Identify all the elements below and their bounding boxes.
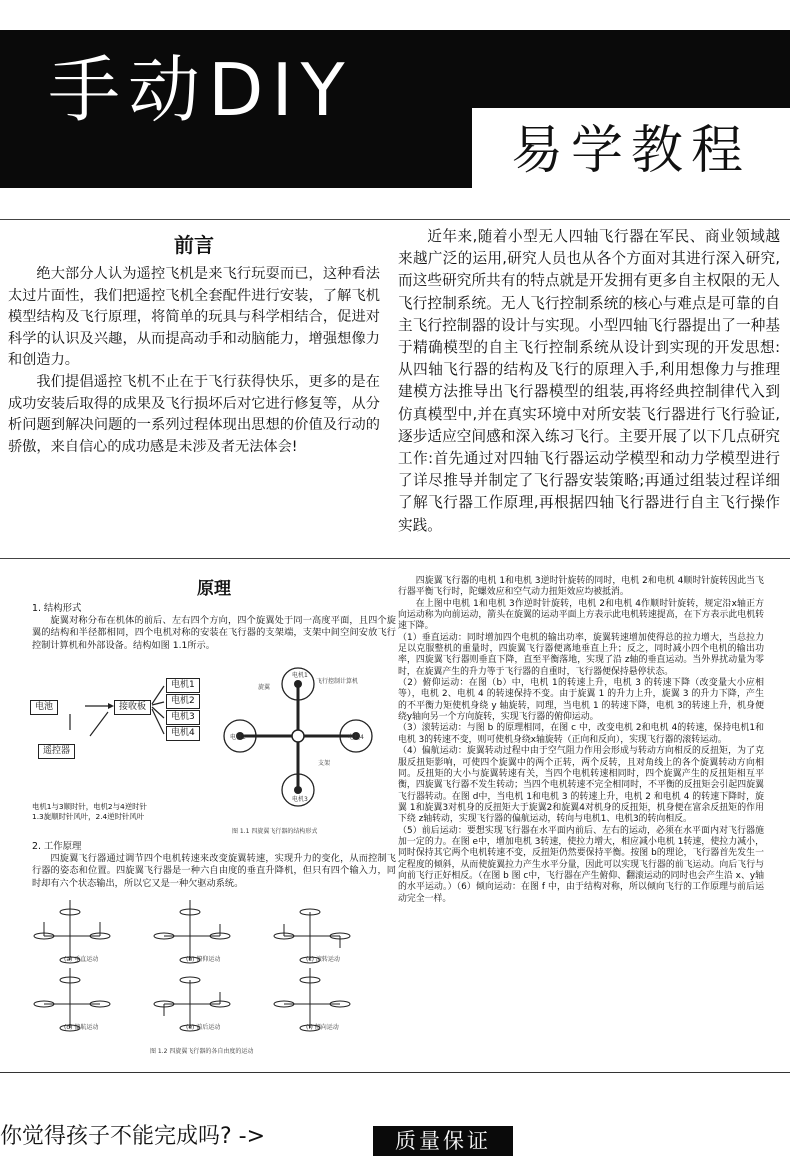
label-flight-computer: 飞行控制计算机 bbox=[316, 678, 359, 685]
principle-pitch-motion: （2）俯仰运动：在图（b）中，电机 1的转速上升，电机 3 的转速下降（改变量大小应相等），电机 2、电机 4 的转速保持不变。由于旋翼 1 的升力上升，旋翼 3 的升力下降，产生的不平衡力矩使机身绕 y 轴旋转，同理，当电机 1 的转速下降，电机 3的转速上升，机身便绕y轴向另一个方向旋转，实现飞行器的俯仰运动。 bbox=[398, 678, 764, 723]
principle-right-column bbox=[398, 576, 764, 905]
preface-intro-paragraph: 近年来,随着小型无人四轴飞行器在军民、商业领域越来越广泛的运用,研究人员也从各个方面对其进行深入研究,而这些研究所共有的特点就是开发拥有更多自主权限的无人飞行控制系统。无人飞行控制系统的核心与难点是可靠的自主飞行控制器的设计与实现。小型四轴飞行器提出了一种基于精确模型的自主飞行控制系统从设计到实现的开发思想:从四轴飞行器的结构及飞行的原理入手,利用想像力与推理建模方法推导出飞行器模型的组装,再将经典控制律代入到仿真模型中,并在真实环境中对所安装飞行器进行飞行验证,逐步适应空间感和深入练习飞行。主要开展了以下几点研究工作:首先通过对四轴飞行器运动学模型和动力学模型进行了详尽推导并制定了飞行器安装策略;再通过组装过程详细了解飞行器工作原理,再根据四轴飞行器进行自主飞行操作实践。 bbox=[398, 228, 780, 534]
principle-roll-motion: （3）滚转运动：与图 b 的原理相同，在图 c 中，改变电机 2和电机 4的转速，保持电机1和电机 3的转速不变，则可使机身绕x轴旋转（正向和反向），实现飞行器的滚转运动。 bbox=[398, 723, 764, 745]
principle-section bbox=[0, 560, 790, 1072]
preface-paragraph-1: 绝大部分人认为遥控飞机是来飞行玩耍而已，这种看法太过片面性，我们把遥控飞机全套配件进行安装，了解飞机模型结构及飞行原理，将简单的玩具与科学相结合，促进对科学的认识及兴趣，从而提高动手和动脑能力，增强想像力和创造力。 bbox=[8, 266, 380, 369]
principle-heading: 原理 bbox=[197, 579, 231, 599]
motor-box-4: 电机4 bbox=[166, 726, 200, 741]
motion-caption-a: (a) 垂直运动 bbox=[64, 956, 99, 963]
section-structure-title: 1. 结构形式 bbox=[32, 603, 82, 614]
title-banner bbox=[0, 30, 790, 188]
principle-left-column bbox=[32, 578, 396, 652]
motor-rotation-note-1: 电机1与3顺时针，电机2与4逆时针 bbox=[32, 802, 147, 811]
motor-box-3: 电机3 bbox=[166, 710, 200, 725]
banner-title: 手动DIY bbox=[48, 48, 353, 132]
divider-bottom bbox=[0, 1072, 790, 1073]
principle-vertical-motion: （1）垂直运动：同时增加四个电机的输出功率，旋翼转速增加使得总的拉力增大，当总拉力足以克服整机的重量时，四旋翼飞行器便离地垂直上升；反之，同时减小四个电机的输出功率，四旋翼飞行器则垂直下降，直至平衡落地，实现了沿 z轴的垂直运动。当外界扰动量为零时，在旋翼产生的升力等于飞行器的自重时，飞行器便保持悬停状态。 bbox=[398, 632, 764, 677]
motion-caption-f: (f) 侧向运动 bbox=[306, 1024, 339, 1031]
label-motor-2: 电机2 bbox=[230, 734, 246, 741]
working-principle-block bbox=[32, 838, 396, 890]
preface-paragraph-2: 我们提倡遥控飞机不止在于飞行获得快乐，更多的是在成功安装后取得的成果及飞行损坏后对它进行修复等，从分析问题到解决问题的一系列过程体现出思想的价值及行动的骄傲，来自信心的成功感是未涉及者无法体会! bbox=[8, 373, 380, 455]
principle-paragraph-2: 在上图中电机 1和电机 3作逆时针旋转，电机 2和电机 4作顺时针旋转，规定沿x轴正方向运动称为向前运动，箭头在旋翼的运动平面上方表示此电机转速提高，在下方表示此电机转速下降。 bbox=[398, 598, 764, 632]
quality-badge: 质量保证 bbox=[373, 1126, 513, 1156]
preface-heading: 前言 bbox=[174, 233, 214, 257]
section-structure-text: 旋翼对称分布在机体的前后、左右四个方向，四个旋翼处于同一高度平面，且四个旋翼的结构和半径都相同，四个电机对称的安装在飞行器的支架端，支架中间空间安放飞行控制计算机和外部设备。结构如图 1.1所示。 bbox=[32, 615, 396, 651]
bottom-question: 你觉得孩子不能完成吗? -> bbox=[0, 1124, 266, 1149]
motion-caption-c: (c) 滚转运动 bbox=[306, 956, 340, 963]
figure-1-1-caption: 图 1.1 四旋翼飞行器的结构形式 bbox=[232, 828, 318, 835]
label-motor-3: 电机3 bbox=[292, 796, 308, 803]
figure-1-2-caption: 图 1.2 四旋翼飞行器的各自由度的运动 bbox=[150, 1048, 254, 1055]
section-working-text: 四旋翼飞行器通过调节四个电机转速来改变旋翼转速，实现升力的变化，从而控制飞行器的姿态和位置。四旋翼飞行器是一种六自由度的垂直升降机，但只有四个输入力，同时却有六个状态输出，所以它又是一种欠驱动系统。 bbox=[32, 853, 396, 889]
principle-yaw-motion: （4）偏航运动：旋翼转动过程中由于空气阻力作用会形成与转动方向相反的反扭矩，为了克服反扭矩影响，可使四个旋翼中的两个正转，两个反转，且对角线上的各个旋翼转动方向相同。反扭矩的大小与旋翼转速有关，当四个电机转速相同时，四个旋翼产生的反扭矩相互平衡，四旋翼飞行器不发生转动；当四个电机转速不完全相同时，不平衡的反扭矩会引起四旋翼飞行器转动。在图 d中，当电机 1和电机 3 的转速上升，电机 2 和电机 4 的转速下降时，旋翼 1和旋翼3对机身的反扭矩大于旋翼2和旋翼4对机身的反扭矩，机身便在富余反扭矩的作用下绕 z轴转动，实现飞行器的偏航运动，转向与电机1、电机3的转向相反。 bbox=[398, 746, 764, 825]
label-rotor: 旋翼 bbox=[258, 684, 271, 691]
divider-middle bbox=[0, 558, 790, 559]
label-motor-1: 电机1 bbox=[292, 672, 308, 679]
label-motor-4: 电机4 bbox=[348, 734, 364, 741]
battery-box: 电池 bbox=[30, 700, 58, 715]
section-working-title: 2. 工作原理 bbox=[32, 841, 82, 852]
principle-forward-motion: （5）前后运动：要想实现飞行器在水平面内前后、左右的运动，必须在水平面内对飞行器施加一定的力。在图 e中，增加电机 3转速，使拉力增大，相应减小电机 1转速，使拉力减小，同时保持其它两个电机转速不变，反扭矩仍然要保持平衡。按图 b的理论，飞行器首先发生一定程度的倾斜，从而使旋翼拉力产生水平分量，因此可以实现飞行器的前飞运动。向后飞行与向前飞行正好相反。（在图 b 图 c中，飞行器在产生俯仰、翻滚运动的同时也会产生沿 x、y轴的水平运动。）（6）倾向运动：在图 f 中，由于结构对称，所以倾向飞行的工作原理与前后运动完全一样。 bbox=[398, 825, 764, 904]
divider-top bbox=[0, 219, 790, 220]
motor-box-2: 电机2 bbox=[166, 694, 200, 709]
banner-subtitle: 易学教程 bbox=[472, 108, 790, 194]
preface-right-column bbox=[398, 226, 780, 537]
motor-box-1: 电机1 bbox=[166, 678, 200, 693]
preface-left-column bbox=[8, 232, 380, 458]
motion-caption-b: (b) 俯仰运动 bbox=[186, 956, 221, 963]
receiver-box: 接收板 bbox=[114, 700, 151, 715]
label-frame: 支架 bbox=[318, 760, 331, 767]
remote-box: 遥控器 bbox=[38, 744, 75, 759]
motion-caption-d: (d) 偏航运动 bbox=[64, 1024, 99, 1031]
motor-rotation-note-2: 1.3旋顺时针风叶，2.4逆时针风叶 bbox=[32, 812, 145, 821]
motion-caption-e: (e) 前后运动 bbox=[186, 1024, 221, 1031]
principle-paragraph-1: 四旋翼飞行器的电机 1和电机 3逆时针旋转的同时，电机 2和电机 4顺时针旋转因此当飞行器平衡飞行时，陀螺效应和空气动力扭矩效应均被抵消。 bbox=[398, 576, 764, 598]
motion-diagrams-figure bbox=[30, 898, 390, 1038]
